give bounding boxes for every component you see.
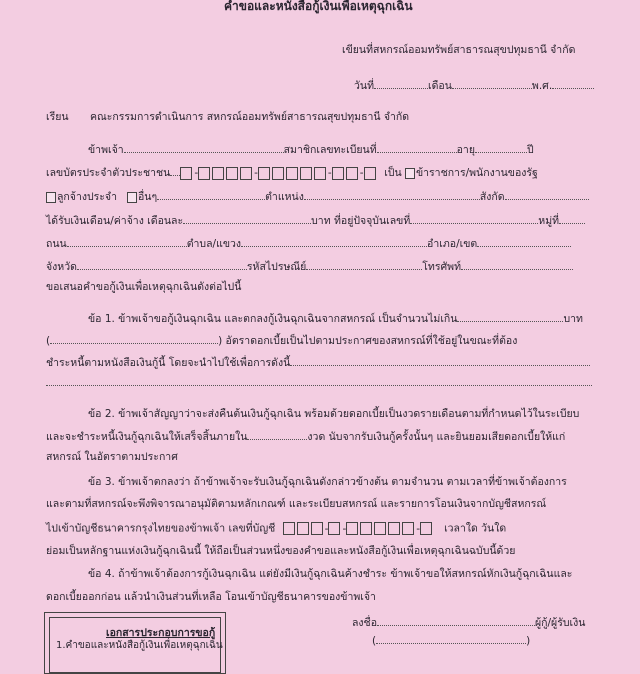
account-number-boxes[interactable]: - - - [283,523,434,535]
documents-title: เอกสารประกอบการขอกู้ [106,627,216,639]
amount-words-field[interactable] [50,334,218,344]
id-card-boxes[interactable]: - - - - [180,167,377,179]
civil-servant-label: ข้าราชการ/พนักงานของรัฐ [415,167,538,179]
clause1-text: ข้อ 1. ข้าพเจ้าขอกู้เงินฉุกเฉิน และตกลงกู้เงินฉุกเฉินจากสหกรณ์ เป็นจำนวนไม่เกิน [88,313,458,325]
road-line [46,237,571,251]
affiliation-label: สังกัด [479,191,505,203]
proposal-text: ขอเสนอคำขอกู้เงินเพื่อเหตุฉุกเฉินดังต่อไปนี้ [46,281,242,293]
clause2-text2a: และจะชำระหนี้เงินกู้ฉุกเฉินให้เสร็จสิ้นภายใน [46,431,248,443]
province-field[interactable] [77,260,247,270]
year-unit: ปี [526,144,534,156]
year-field[interactable] [552,79,594,89]
phone-label: โทรศัพท์ [422,261,462,273]
other-field[interactable] [157,190,265,200]
postal-label: รหัสไปรษณีย์ [246,261,307,273]
address-field[interactable] [410,214,538,224]
name-field[interactable] [124,143,284,153]
age-field[interactable] [475,143,527,153]
clause4-line1: ข้อ 4. ถ้าข้าพเจ้าต้องการกู้เงินฉุกเฉิน แต่ยังมีเงินกู้ฉุกเฉินค้างชำระ ข้าพเจ้าขอให้สหกรณ์หักเงินกู้ฉุกเฉินและ [88,568,573,580]
address-label: บาท ที่อยู่ปัจจุบันเลขที่ [311,215,411,227]
member-no-field[interactable] [377,143,457,153]
i-label: ข้าพเจ้า [88,144,124,156]
clause1-text3: ชำระหนี้ตามหนังสือเงินกู้นี้ โดยจะนำไปใช้เพื่อการดังนี้ [46,357,291,369]
district-label: อำเภอ/เขต [427,238,478,250]
district-field[interactable] [477,237,571,247]
documents-item-1: 1.คำขอและหนังสือกู้เงินเพื่อเหตุฉุกเฉิน [56,640,223,651]
purpose-field[interactable] [290,356,590,366]
employee-line [46,190,589,204]
clause3-line4: ย่อมเป็นหลักฐานแห่งเงินกู้ฉุกเฉินนี้ ให้ถือเป็นส่วนหนึ่งของคำขอและหนังสือกู้เงินเพื่อเหตุฉุกเฉินฉบับนี้ด้วย [46,545,516,557]
documents-box [44,612,226,674]
other-checkbox[interactable] [127,192,137,203]
is-label: เป็น [384,167,402,179]
signer-name-field[interactable] [376,634,526,644]
salary-line [46,214,585,228]
employee-checkbox[interactable] [46,192,56,203]
clause2-text2b: งวด นับจากรับเงินกู้ครั้งนั้นๆ และยินยอมเสียดอกเบี้ยให้แก่ [307,431,566,443]
clause1-line3 [46,356,590,370]
salary-label: ได้รับเงินเดือน/ค่าจ้าง เดือนละ [46,215,184,227]
province-line [46,260,573,274]
postal-field[interactable] [306,260,422,270]
clause3-text3a: ไปเข้าบัญชีธนาคารกรุงไทยของข้าพเจ้า เลขที่บัญชี [46,522,276,535]
signature-name-line [372,634,530,648]
phone-field[interactable] [461,260,573,270]
clause3-text3b: เวลาใด วันใด [444,522,507,535]
salary-field[interactable] [183,214,311,224]
month-field[interactable] [452,79,532,89]
id-card-label: เลขบัตรประจำตัวประชาชน [46,167,171,179]
purpose-field-2[interactable] [46,376,592,386]
subdistrict-label: ตำบล/แขวง [186,238,242,250]
signature-line [352,616,585,630]
day-field[interactable] [374,79,428,89]
subdistrict-field[interactable] [241,237,427,247]
road-field[interactable] [67,237,187,247]
baht-label: บาท [563,313,583,325]
position-field[interactable] [304,190,480,200]
signer-role: ผู้กู้/ผู้รับเงิน [535,617,586,629]
paren-open: ( [46,335,51,347]
documents-inner-box [49,617,221,673]
clause1-line1 [88,312,583,326]
year-label: พ.ศ. [531,80,553,92]
loan-amount-field[interactable] [457,312,563,322]
id-line [46,166,538,180]
day-label: วันที่ [354,80,374,92]
purpose-line2 [46,376,592,390]
sign-label: ลงชื่อ [352,617,377,629]
province-label: จังหวัด [46,261,77,273]
clause1-line2 [46,334,517,348]
installments-field[interactable] [247,430,307,440]
date-line [354,79,594,93]
affiliation-field[interactable] [505,190,589,200]
signature-field[interactable] [377,616,535,626]
age-label: อายุ [456,144,475,156]
member-no-label: สมาชิกเลขทะเบียนที่ [283,144,377,156]
clause3-line2: และตามที่สหกรณ์จะพึงพิจารณาอนุมัติตามหลักเกณฑ์ และระเบียบสหกรณ์ และรายการโอนเงินจากบัญชีสหกรณ์ [46,498,547,510]
civil-servant-checkbox[interactable] [405,168,415,179]
clause1-text2: ) อัตราดอกเบี้ยเป็นไปตามประกาศของสหกรณ์ที่ใช้อยู่ในขณะที่ต้อง [218,335,518,347]
sig-paren-close: ) [526,635,531,647]
road-label: ถนน [46,238,67,250]
clause3-line3 [46,522,506,536]
clause3-line1: ข้อ 3. ข้าพเจ้าตกลงว่า ถ้าข้าพเจ้าจะรับเงินกู้ฉุกเฉินดังกล่าวข้างต้น ตามจำนวน ตามเวลาที่ข้าพเจ้าต้องการ [88,476,567,488]
other-label: อื่นๆ [137,191,158,203]
moo-label: หมู่ที่ [538,215,560,227]
applicant-line [88,143,534,157]
clause2-line3: สหกรณ์ ในอัตราตามประกาศ [46,451,178,463]
clause2-line1: ข้อ 2. ข้าพเจ้าสัญญาว่าจะส่งคืนต้นเงินกู้ฉุกเฉิน พร้อมด้วยดอกเบี้ยเป็นงวดรายเดือนตามที่กำหนดไว้ในระเบียบ [88,408,580,420]
employee-label: ลูกจ้างประจำ [57,191,117,203]
clause2-line2 [46,430,565,444]
written-at: เขียนที่สหกรณ์ออมทรัพย์สาธารณสุขปทุมธานี จำกัด [342,44,576,56]
sig-paren-open: ( [372,635,377,647]
id-dots [170,166,180,176]
moo-field[interactable] [559,214,585,224]
month-label: เดือน [428,80,452,92]
salutation-to: คณะกรรมการดำเนินการ สหกรณ์ออมทรัพย์สาธารณสุขปทุมธานี จำกัด [90,111,410,123]
salutation-label: เรียน [46,111,69,123]
position-label: ตำแหน่ง [265,191,304,203]
clause4-line2: ดอกเบี้ยออกก่อน แล้วนำเงินส่วนที่เหลือ โอนเข้าบัญชีธนาคารของข้าพเจ้า [46,591,376,603]
form-title: คำขอและหนังสือกู้เงินเพื่อเหตุฉุกเฉิน [224,0,413,13]
